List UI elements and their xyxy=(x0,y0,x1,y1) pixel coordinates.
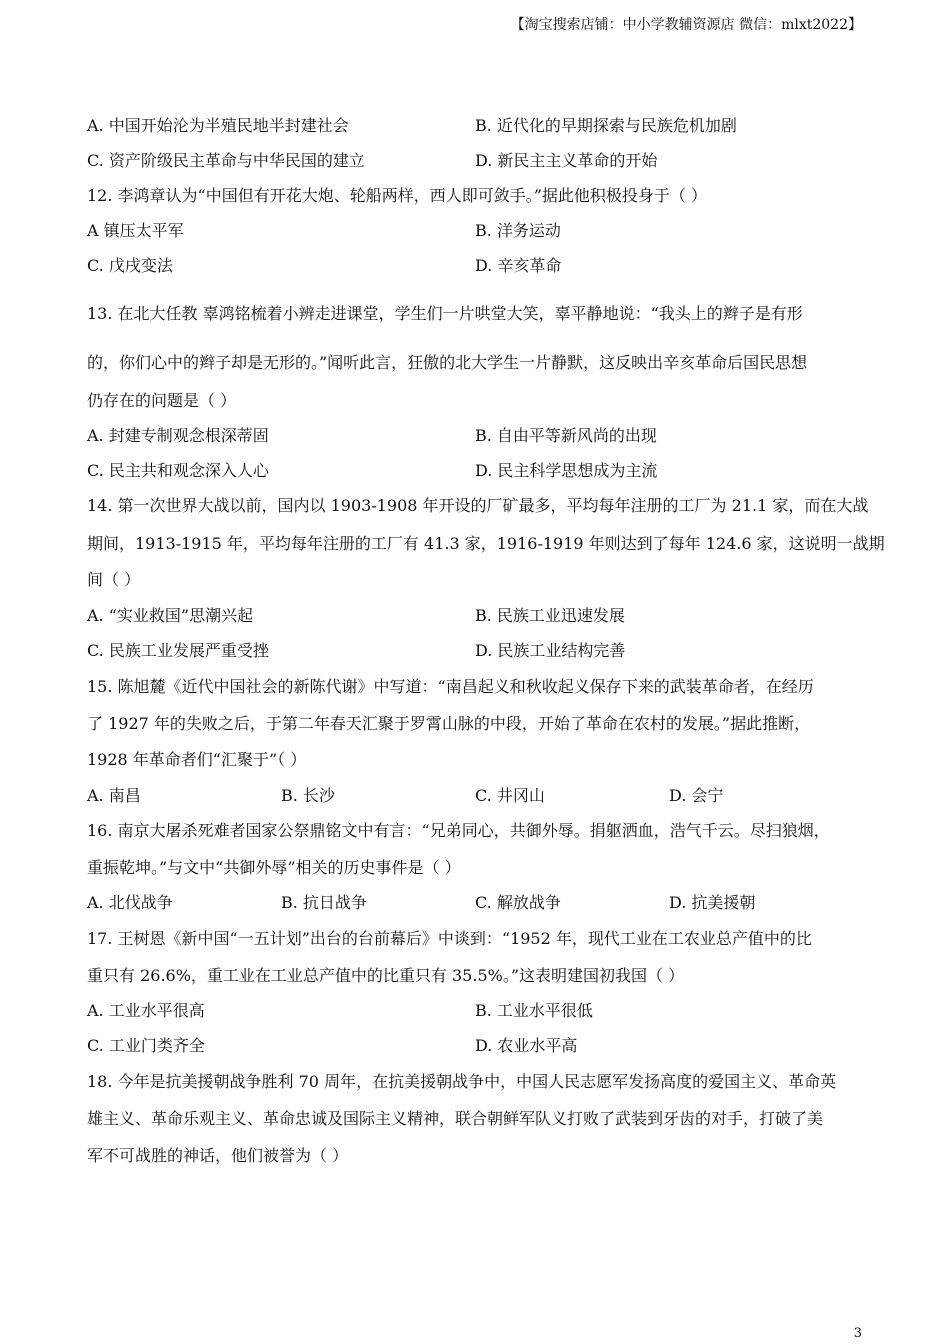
q15-option-c: C. 井冈山 xyxy=(475,786,545,805)
q11-option-c: C. 资产阶级民主革命与中华民国的建立 xyxy=(87,151,365,170)
q12-option-b: B. 洋务运动 xyxy=(475,221,561,240)
q18-stem-line-3: 军不可战胜的神话，他们被誉为（ ） xyxy=(87,1146,349,1165)
q14-option-a: A. “实业救国”思潮兴起 xyxy=(87,606,254,625)
q12-option-c: C. 戊戌变法 xyxy=(87,256,173,275)
q15-stem-line-2: 了 1927 年的失败之后，于第二年春天汇聚于罗霄山脉的中段，开始了革命在农村的发展。”据此推断， xyxy=(87,714,811,733)
q11-option-a: A. 中国开始沦为半殖民地半封建社会 xyxy=(87,116,349,135)
q17-option-a: A. 工业水平很高 xyxy=(87,1001,205,1020)
q17-option-d: D. 农业水平高 xyxy=(475,1036,578,1055)
q16-option-b: B. 抗日战争 xyxy=(281,893,367,912)
q17-option-c: C. 工业门类齐全 xyxy=(87,1036,205,1055)
q12-option-a: A 镇压太平军 xyxy=(87,221,184,240)
q16-stem-line-1: 16. 南京大屠杀死难者国家公祭鼎铭文中有言：“兄弟同心，共御外辱。捐躯洒血，浩气千云。尽扫狼烟， xyxy=(87,821,830,840)
q11-option-b: B. 近代化的早期探索与民族危机加剧 xyxy=(475,116,737,135)
q13-option-d: D. 民主科学思想成为主流 xyxy=(475,461,658,480)
q15-option-a: A. 南昌 xyxy=(87,786,141,805)
q18-stem-line-1: 18. 今年是抗美援朝战争胜利 70 周年，在抗美援朝战争中，中国人民志愿军发扬高度的爱国主义、革命英 xyxy=(87,1072,837,1091)
q13-stem-line-1: 13. 在北大任教 辜鸿铭梳着小辨走进课堂，学生们一片哄堂大笑，辜平静地说：“我头上的辫子是有形 xyxy=(87,304,803,323)
q14-stem-line-3: 间（ ） xyxy=(87,570,141,589)
q13-option-c: C. 民主共和观念深入人心 xyxy=(87,461,269,480)
q14-stem-line-1: 14. 第一次世界大战以前，国内以 1903-1908 年开设的厂矿最多，平均每年注册的工厂为 21.1 家，而在大战 xyxy=(87,496,869,515)
q18-stem-line-2: 雄主义、革命乐观主义、革命忠诚及国际主义精神，联合朝鲜军队义打败了武装到牙齿的对手，打破了美 xyxy=(87,1109,824,1128)
q13-option-b: B. 自由平等新风尚的出现 xyxy=(475,426,657,445)
q13-option-a: A. 封建专制观念根深蒂固 xyxy=(87,426,269,445)
q14-stem-line-2: 期间，1913-1915 年，平均每年注册的工厂有 41.3 家，1916-1919 年则达到了每年 124.6 家，这说明一战期 xyxy=(87,534,885,553)
q13-stem-line-2: 的，你们心中的辫子却是无形的。”闻听此言，狂傲的北大学生一片静默，这反映出辛亥革命后国民思想 xyxy=(87,353,808,372)
q16-stem-line-2: 重振乾坤。”与文中“共御外辱”相关的历史事件是（ ） xyxy=(87,858,461,877)
q17-stem-line-2: 重只有 26.6%，重工业在工业总产值中的比重只有 35.5%。”这表明建国初我国（ ） xyxy=(87,966,685,985)
q15-stem-line-1: 15. 陈旭麓《近代中国社会的新陈代谢》中写道：“南昌起义和秋收起义保存下来的武装革命者，在经历 xyxy=(87,677,814,696)
q14-option-c: C. 民族工业发展严重受挫 xyxy=(87,641,269,660)
page-number: 3 xyxy=(853,1326,862,1341)
q14-option-d: D. 民族工业结构完善 xyxy=(475,641,626,660)
q15-stem-line-3: 1928 年革命者们“汇聚于”（ ） xyxy=(87,750,307,769)
q16-option-d: D. 抗美援朝 xyxy=(669,893,756,912)
q12-option-d: D. 辛亥革命 xyxy=(475,256,562,275)
q15-option-d: D. 会宁 xyxy=(669,786,724,805)
q11-option-d: D. 新民主主义革命的开始 xyxy=(475,151,658,170)
q14-option-b: B. 民族工业迅速发展 xyxy=(475,606,625,625)
page-header: 【淘宝搜索店铺：中小学教辅资源店 微信：mlxt2022】 xyxy=(510,17,862,33)
q16-option-c: C. 解放战争 xyxy=(475,893,561,912)
q13-stem-line-3: 仍存在的问题是（ ） xyxy=(87,391,237,410)
q12-stem: 12. 李鸿章认为“中国但有开花大炮、轮船两样，西人即可敛手。”据此他积极投身于（ ） xyxy=(87,186,707,205)
q15-option-b: B. 长沙 xyxy=(281,786,335,805)
q17-stem-line-1: 17. 王树恩《新中国“一五计划”出台的台前幕后》中谈到：“1952 年，现代工业在工农业总产值中的比 xyxy=(87,929,812,948)
q17-option-b: B. 工业水平很低 xyxy=(475,1001,593,1020)
q16-option-a: A. 北伐战争 xyxy=(87,893,173,912)
